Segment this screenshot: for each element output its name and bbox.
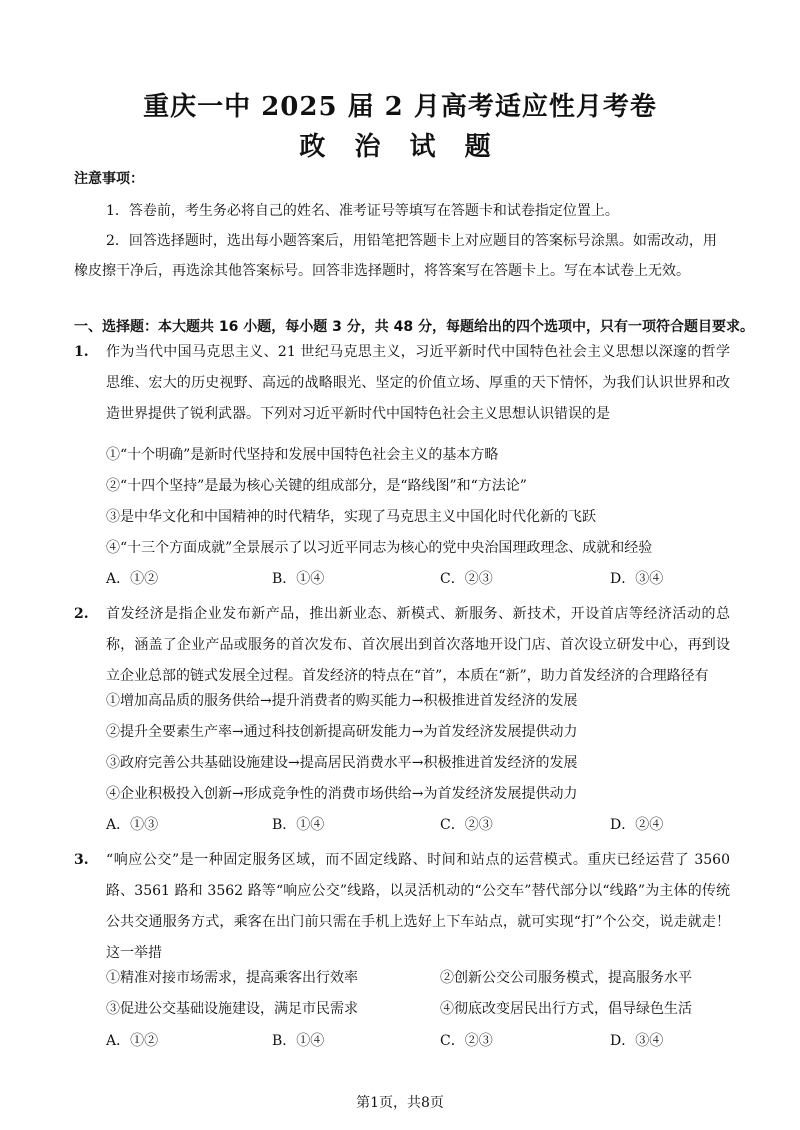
question-2-statement-3: ③政府完善公共基础设施建设→提高居民消费水平→积极推进首发经济的发展 [106,755,578,771]
question-3-statement-3: ③促进公交基础设施建设，满足市民需求 [106,1001,358,1017]
question-2-statement-2: ②提升全要素生产率→通过科技创新提高研发能力→为首发经济发展提供动力 [106,724,578,740]
question-2-option-d: D．②④ [610,817,664,833]
question-1-stem: 作为当代中国马克思主义、21 世纪马克思主义，习近平新时代中国特色社会主义思想以深邃的哲学思维、宏大的历史视野、高远的战略眼光、坚定的价值立场、厚重的天下情怀，为我们认识世界和改造世界提供了锐利武器。下列对习近平新时代中国特色社会主义思想认识错误的是 [106,344,730,422]
question-1-number: 1. [74,344,89,360]
question-2-statement-4: ④企业积极投入创新→形成竞争性的消费市场供给→为首发经济发展提供动力 [106,786,578,802]
question-1-option-d: D．③④ [610,571,664,587]
question-1-statement-3: ③是中华文化和中国精神的时代精华，实现了马克思主义中国化时代化新的飞跃 [106,509,596,525]
question-1-statement-4: ④“十三个方面成就”全景展示了以习近平同志为核心的党中央治国理政理念、成就和经验 [106,540,653,556]
question-3-number: 3. [74,852,89,868]
question-3-statement-4: ④彻底改变居民出行方式，倡导绿色生活 [440,1001,692,1017]
notice-item-2-line-2: 橡皮擦干净后，再选涂其他答案标号。回答非选择题时，将答案写在答题卡上。写在本试卷上无效。 [74,263,690,279]
question-3-statement-2: ②创新公交公司服务模式，提高服务水平 [440,970,692,986]
question-3-statement-1: ①精准对接市场需求，提高乘客出行效率 [106,970,358,986]
question-3-stem: “响应公交”是一种固定服务区域，而不固定线路、时间和站点的运营模式。重庆已经运营了 3560 路、3561 路和 3562 路等“响应公交”线路，以灵活机动的“公交车”替代部分以“线路”为主体的传统公共交通服务方式，乘客在出门前只需在手机上选好上下车站点，就可实现“打”个公交，说走就走！这一举措 [106,852,730,961]
question-3-option-c: C．②③ [440,1033,493,1049]
question-1-option-a: A．①② [106,571,159,587]
question-1-statement-2: ②“十四个坚持”是最为核心关键的组成部分，是“路线图”和“方法论” [106,478,527,494]
question-2-stem: 首发经济是指企业发布新产品，推出新业态、新模式、新服务、新技术，开设首店等经济活动的总称，涵盖了企业产品或服务的首次发布、首次展出到首次落地开设门店、首次设立研发中心，再到设立企业总部的链式发展全过程。首发经济的特点在“首”，本质在“新”，助力首发经济的合理路径有 [106,606,730,684]
subject-title: 政 治 试 题 [299,132,501,162]
question-2-statement-1: ①增加高品质的服务供给→提升消费者的购买能力→积极推进首发经济的发展 [106,693,578,709]
question-2-option-b: B．①④ [272,817,325,833]
question-2-option-a: A．①③ [106,817,159,833]
question-3-option-b: B．①④ [272,1033,325,1049]
question-1-statement-1: ①“十个明确”是新时代坚持和发展中国特色社会主义的基本方略 [106,447,499,463]
question-3-option-a: A．①② [106,1033,159,1049]
exam-title: 重庆一中 2025 届 2 月高考适应性月考卷 [143,92,657,122]
question-2-option-c: C．②③ [440,817,493,833]
question-1-option-c: C．②③ [440,571,493,587]
question-2-number: 2. [74,606,89,622]
section-heading: 一、选择题：本大题共 16 小题，每小题 3 分，共 48 分，每题给出的四个选项中，只有一项符合题目要求。 [74,319,754,335]
notice-item-1: 1．答卷前，考生务必将自己的姓名、准考证号等填写在答题卡和试卷指定位置上。 [106,203,619,219]
notice-item-2-line-1: 2．回答选择题时，选出每小题答案后，用铅笔把答题卡上对应题目的答案标号涂黑。如需改动，用 [106,233,717,249]
question-1-option-b: B．①④ [272,571,325,587]
notice-heading: 注意事项： [74,171,144,187]
page-number: 第1页，共8页 [356,1095,444,1111]
question-3-option-d: D．③④ [610,1033,664,1049]
